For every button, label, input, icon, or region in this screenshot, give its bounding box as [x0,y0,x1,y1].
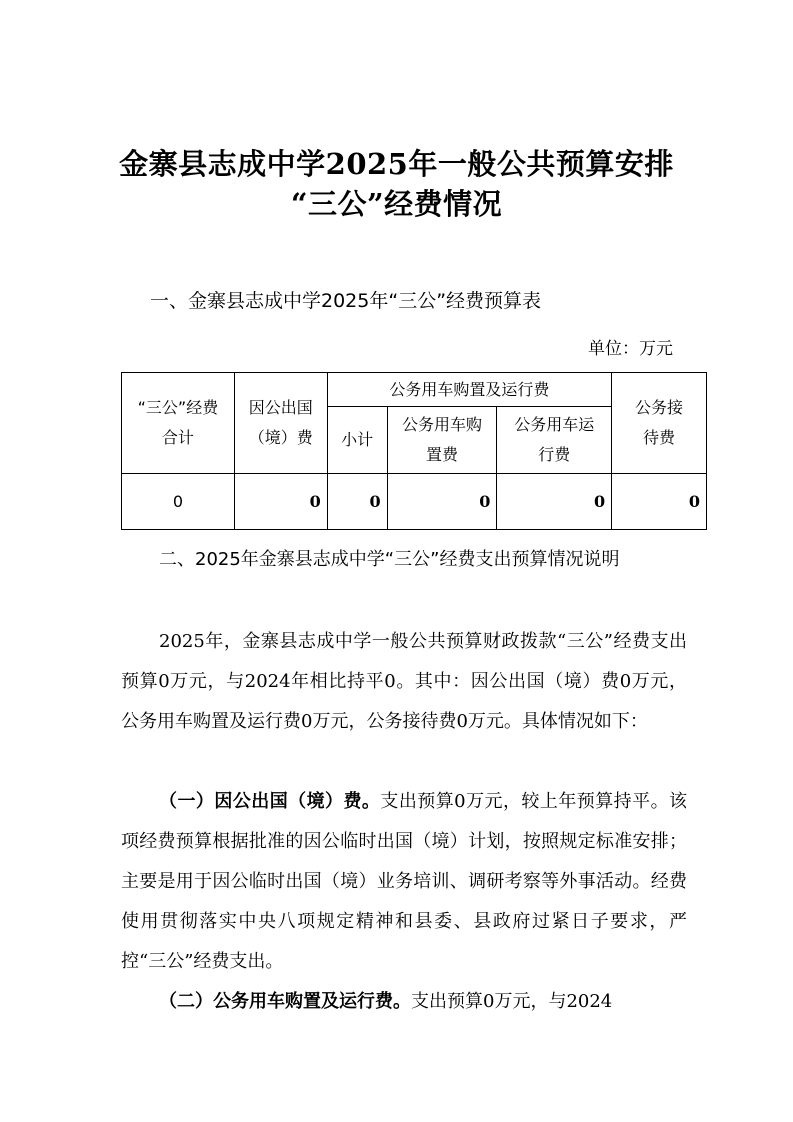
value-operation: 0 [497,474,612,530]
paragraph-travel-body: 支出预算0万元，较上年预算持平。该项经费预算根据批准的因公临时出国（境）计划，按照规定标准安排；主要是用于因公临时出国（境）业务培训、调研考察等外事活动。经费使用贯彻落实中央八项规定精神和县委、县政府过紧日子要求，严控“三公”经费支出。 [121,791,688,972]
header-purchase: 公务用车购置费 [387,407,497,474]
paragraph-vehicle-lead: （二）公务用车购置及运行费。 [159,991,411,1012]
value-reception: 0 [612,474,707,530]
paragraph-summary: 2025年，金寨县志成中学一般公共预算财政拨款“三公”经费支出预算0万元，与2024年相比持平0。其中：因公出国（境）费0万元，公务用车购置及运行费0万元，公务接待费0万元。具体情况如下： [121,631,687,732]
value-travel: 0 [234,474,327,530]
paragraph-vehicle-body: 支出预算0万元，与2024 [411,991,613,1012]
paragraph-travel-lead: （一）因公出国（境）费。 [159,791,381,812]
header-reception: 公务接待费 [612,373,707,474]
unit-label: 单位：万元 [588,339,673,359]
header-subtotal: 小计 [327,407,387,474]
title-line-2: “三公”经费情况 [290,187,503,221]
paragraph-travel [121,782,687,982]
paragraph-vehicle [121,982,687,1022]
section-2-heading: 二、2025年金寨县志成中学“三公”经费支出预算情况说明 [159,549,620,570]
value-purchase: 0 [387,474,497,530]
section-1-heading: 一、金寨县志成中学2025年“三公”经费预算表 [150,290,542,312]
header-total: “三公”经费合计 [122,373,235,474]
document-title [0,144,793,224]
header-travel: 因公出国（境）费 [234,373,327,474]
header-operation: 公务用车运行费 [497,407,612,474]
header-vehicle-group: 公务用车购置及运行费 [327,373,611,407]
value-subtotal: 0 [327,474,387,530]
value-total: 0 [122,474,235,530]
budget-table [121,372,707,530]
title-line-1: 金寨县志成中学2025年一般公共预算安排 [119,147,674,181]
